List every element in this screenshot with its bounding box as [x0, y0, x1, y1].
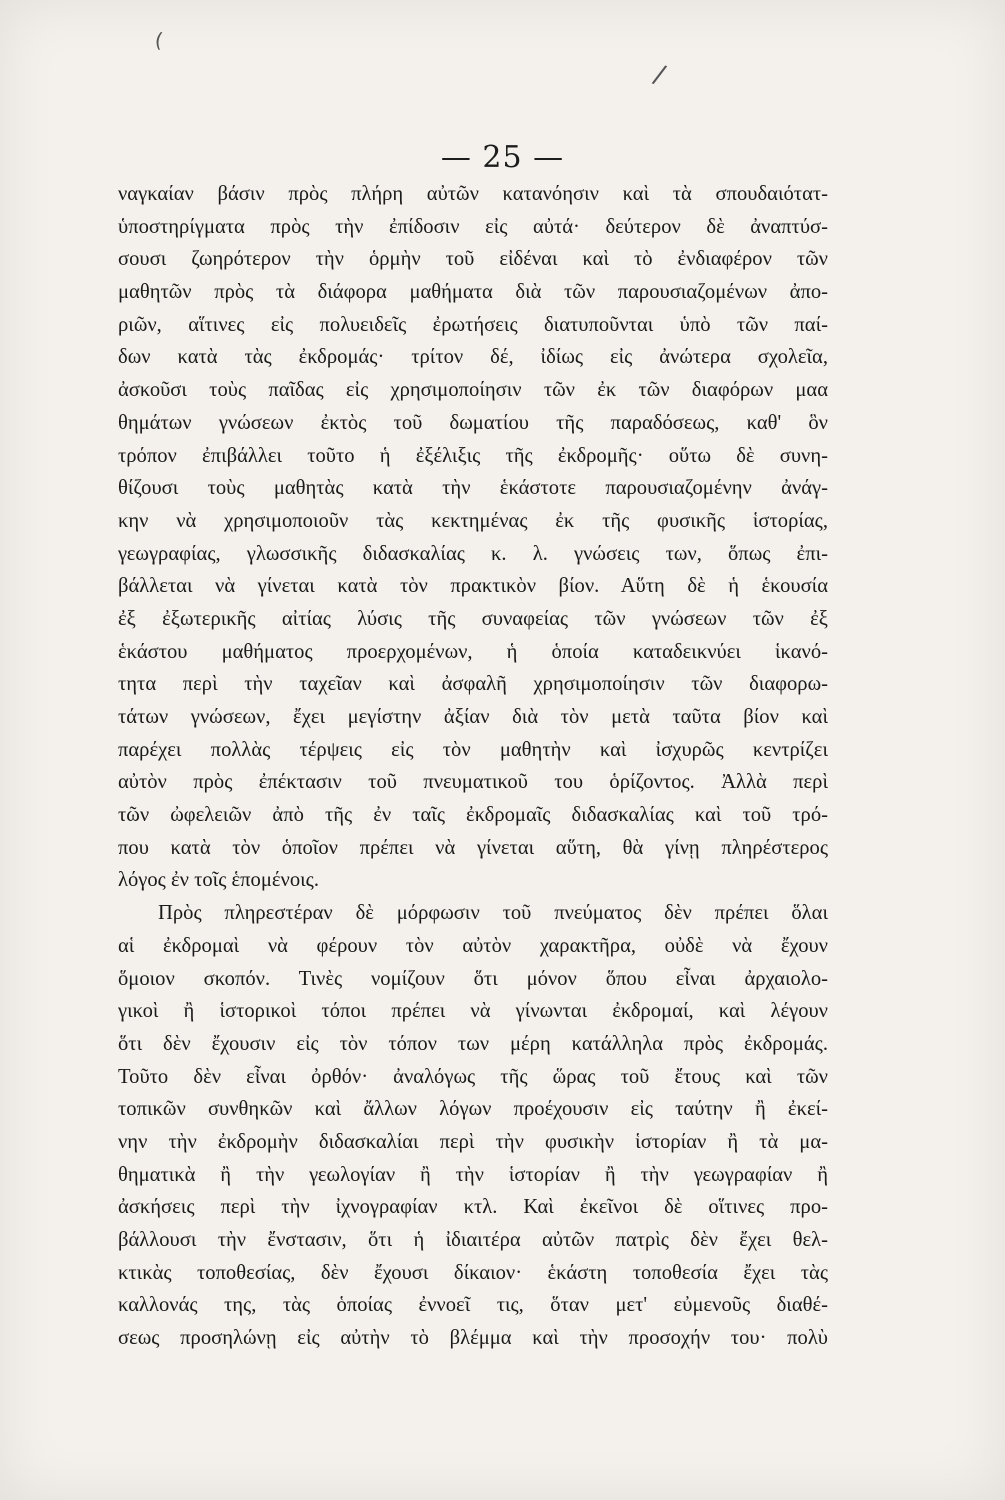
text-line: τῶν ὠφελειῶν ἀπὸ τῆς ἐν ταῖς ἐκδρομαῖς διδασκαλίας καὶ τοῦ τρό-	[118, 804, 828, 827]
text-line: καλλονάς της, τὰς ὁποίας ἐννοεῖ τις, ὅταν μετ' εὐμενοῦς διαθέ-	[118, 1294, 828, 1317]
pencil-mark-corner: /	[650, 59, 669, 91]
text-line: τάτων γνώσεων, ἔχει μεγίστην ἀξίαν διὰ τὸν μετὰ ταῦτα βίον καὶ	[118, 706, 828, 728]
text-line: αἱ ἐκδρομαὶ νὰ φέρουν τὸν αὐτὸν χαρακτῆρα, οὐδὲ νὰ ἔχουν	[118, 934, 828, 957]
text-line: ριῶν, αἵτινες εἰς πολυειδεῖς ἐρωτήσεις διατυποῦνται ὑπὸ τῶν παί-	[118, 313, 828, 336]
text-line: ὅτι δὲν ἔχουσιν εἰς τὸν τόπον των μέρη κατάλληλα πρὸς ἐκδρομάς.	[118, 1032, 828, 1055]
text-line: θημάτων γνώσεων ἐκτὸς τοῦ δωματίου τῆς παραδόσεως, καθ' ὃν	[118, 411, 828, 434]
text-line: ἐξ ἐξωτερικῆς αἰτίας λύσις τῆς συναφείας τῶν γνώσεων τῶν ἐξ	[118, 607, 828, 630]
text-line: ναγκαίαν βάσιν πρὸς πλήρη αὐτῶν κατανόησιν καὶ τὰ σπουδαιότατ-	[118, 183, 828, 205]
text-line: κτικὰς τοποθεσίας, δὲν ἔχουσι δίκαιον· ἑκάστη τοποθεσία ἔχει τὰς	[118, 1261, 828, 1284]
text-line: αὐτὸν πρὸς ἐπέκτασιν τοῦ πνευματικοῦ του ὁρίζοντος. Ἀλλὰ περὶ	[118, 771, 828, 794]
text-line: θηματικὰ ἢ τὴν γεωλογίαν ἢ τὴν ἱστορίαν ἢ τὴν γεωγραφίαν ἢ	[118, 1163, 828, 1186]
text-line: ἑκάστου μαθήματος προερχομένων, ἡ ὁποία καταδεικνύει ἱκανό-	[118, 640, 828, 663]
page-number: — 25 —	[440, 140, 565, 175]
paragraph-end-line: λόγος ἐν τοῖς ἑπομένοις.	[118, 869, 319, 892]
paragraph-start-line: Πρὸς πληρεστέραν δὲ μόρφωσιν τοῦ πνεύματος δὲν πρέπει ὅλαι	[158, 902, 828, 925]
text-line: γεωγραφίας, γλωσσικῆς διδασκαλίας κ. λ. γνώσεις των, ὅπως ἐπι-	[118, 542, 828, 565]
text-line: νην τὴν ἐκδρομὴν διδασκαλίαι περὶ τὴν φυσικὴν ἱστορίαν ἢ τὰ μα-	[118, 1130, 828, 1153]
text-line: που κατὰ τὸν ὁποῖον πρέπει νὰ γίνεται αὕτη, θὰ γίνῃ πληρέστερος	[118, 836, 828, 859]
text-line: τοπικῶν συνθηκῶν καὶ ἄλλων λόγων προέχουσιν εἰς ταύτην ἢ ἐκεί-	[118, 1098, 828, 1121]
text-line: τρόπον ἐπιβάλλει τοῦτο ἡ ἐξέλιξις τῆς ἐκδρομῆς· οὕτω δὲ συνη-	[118, 444, 828, 467]
text-line: ὑποστηρίγματα πρὸς τὴν ἐπίδοσιν εἰς αὐτά· δεύτερον δὲ ἀναπτύσ-	[118, 215, 828, 238]
text-line: ὅμοιον σκοπόν. Τινὲς νομίζουν ὅτι μόνον ὅπου εἶναι ἀρχαιολο-	[118, 967, 828, 990]
text-line: δων κατὰ τὰς ἐκδρομάς· τρίτον δέ, ἰδίως εἰς ἀνώτερα σχολεῖα,	[118, 346, 828, 369]
body-text	[118, 178, 828, 1355]
text-line: σεως προσηλώνῃ εἰς αὐτὴν τὸ βλέμμα καὶ τὴν προσοχήν του· πολὺ	[118, 1327, 828, 1350]
text-line: γικοὶ ἢ ἱστορικοὶ τόποι πρέπει νὰ γίνωνται ἐκδρομαί, καὶ λέγουν	[118, 1000, 828, 1023]
pencil-mark-top: (	[153, 27, 165, 53]
text-line: μαθητῶν πρὸς τὰ διάφορα μαθήματα διὰ τῶν παρουσιαζομένων ἀπο-	[118, 281, 828, 304]
text-line: ἀσκοῦσι τοὺς παῖδας εἰς χρησιμοποίησιν τῶν ἐκ τῶν διαφόρων μαα	[118, 379, 828, 402]
text-line: σουσι ζωηρότερον τὴν ὁρμὴν τοῦ εἰδέναι καὶ τὸ ἐνδιαφέρον τῶν	[118, 248, 828, 271]
text-line: βάλλουσι τὴν ἔνστασιν, ὅτι ἡ ἰδιαιτέρα αὐτῶν πατρὶς δὲν ἔχει θελ-	[118, 1229, 828, 1251]
text-line: θίζουσι τοὺς μαθητὰς κατὰ τὴν ἑκάστοτε παρουσιαζομένην ἀνάγ-	[118, 477, 828, 500]
text-line: κην νὰ χρησιμοποιοῦν τὰς κεκτημένας ἐκ τῆς φυσικῆς ἱστορίας,	[118, 509, 828, 532]
text-line: παρέχει πολλὰς τέρψεις εἰς τὸν μαθητὴν καὶ ἰσχυρῶς κεντρίζει	[118, 738, 828, 761]
text-line: τητα περὶ τὴν ταχεῖαν καὶ ἀσφαλῆ χρησιμοποίησιν τῶν διαφορω-	[118, 673, 828, 696]
text-line: βάλλεται νὰ γίνεται κατὰ τὸν πρακτικὸν βίον. Αὕτη δὲ ἡ ἑκουσία	[118, 575, 828, 598]
text-line: ἀσκήσεις περὶ τὴν ἰχνογραφίαν κτλ. Καὶ ἐκεῖνοι δὲ οἵτινες προ-	[118, 1196, 828, 1219]
text-line: Τοῦτο δὲν εἶναι ὀρθόν· ἀναλόγως τῆς ὥρας τοῦ ἔτους καὶ τῶν	[118, 1065, 828, 1088]
